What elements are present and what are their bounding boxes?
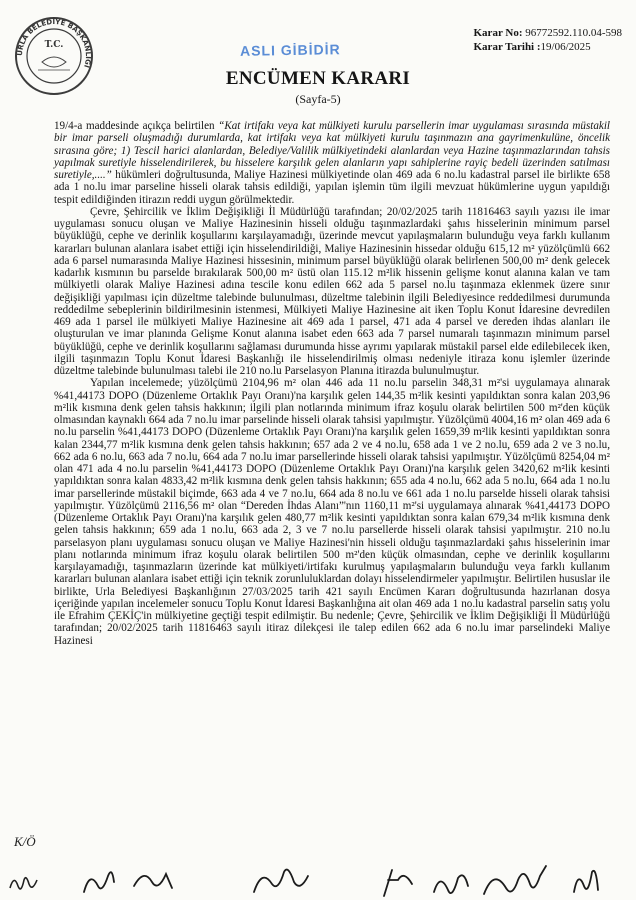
paragraph-p1: [54, 120, 610, 206]
signature-icon: [484, 866, 546, 894]
paragraph-segment: Yapılan incelemede; yüzölçümü 2104,96 m² olan 446 ada 11 no.lu parselin 348,31 m²'si uygulamaya alınarak %41,44173 DOPO (Düzenleme Ortaklık Payı Oranı)'na karşılık gelen 144,35 m²lik kesinti yapıldıktan sonra kalan 203,96 m²lik kısmına denk gelen tahsis hakkının; ilgili plan notlarında minimum ifraz koşulu olarak belirtilen 500 m²'den küçük olmasından kaynaklı 664 ada 7 no.lu imar parselinde hisseli olarak tahsisi yapılmıştır. Yüzölçümü 4004,16 m² olan 469 ada 6 no.lu parselin %41,44173 DOPO (Düzenleme Ortaklık Payı Oranı)'na karşılık gelen 1659,39 m²lik kesinti yapıldıktan sonra kalan 2344,77 m²lik kısmına denk gelen tahsis hakkının; 657 ada 2 ve 4 no.lu, 658 ada 1 ve 2 no.lu, 659 ada 2 ve 3 no.lu, 662 ada 6 no.lu, 663 ada 7 no.lu, 664 ada 7 no.lu imar parsellerinde hisseli olarak tahsisi yapılmıştır. Yüzölçümü 8254,04 m² olan 471 ada 4 no.lu parselin %41,44173 DOPO (Düzenleme Ortaklık Payı Oranı)'na karşılık gelen 3420,62 m²lik kesinti yapıldıktan sonra kalan 4833,42 m²lik kısmına denk gelen tahsis hakkının; 655 ada 4 no.lu, 662 ada 5 no.lu, 664 ada 1 no.lu imar parsellerinde müstakil biçimde, 663 ada 4 ve 7 no.lu, 664 ada 8 no.lu ve 661 ada 1 no.lu parselde hisseli olarak tahsisi yapılmıştır. Yüzölçümü 2116,56 m² olan “Dereden İhdas Alanı”'nın 1160,11 m²'si uygulamaya alınarak %41,44173 DOPO (Düzenleme Ortaklık Payı Oranı)'na karşılık gelen 480,77 m²lik kesinti yapıldıktan sonra kalan 679,34 m²lik kısmına denk gelen tahsis hakkının; 659 ada 1 no.lu, 663 ada 2, 3 ve 7 no.lu parsellerde hisseli olarak tahsisi yapılmıştır. 210 no.lu parselasyon planı uygulaması sonucu oluşan ve Maliye Hazinesi'nin hisseli olduğu taşınmazlardaki şahıs hisselerinin imar planı notlarında minimum ifraz koşulu olarak belirtilen 500 m²'den küçük olmasından, cephe ve derinlik koşullarını karşılayamadığı, taşınmazların üzerinde kat mülkiyeti/irtifakı kurulmuş yapılaşmaların bulunduğu veya farklı kullanım kararları bulunan alanlara isabet ettiği için teknik zorunluluklardan dolayı hisselendirmeler yapılmıştır. Belirtilen hususlar ile birlikte, Urla Belediyesi Başkanlığının 27/03/2025 tarih 421 sayılı Encümen Kararı doğrultusunda hazırlanan dosya içeriğinde yapılan incelemeler sonucu Toplu Konut İdaresi Başkanlığına ait olan 469 ada 1 no.lu kadastral parselin satış yolu ile Efrahim ÇEKİÇ'in mülkiyetine geçtiği tespit edilmiştir. Bu nedenle; Çevre, Şehircilik ve İklim Değişikliği İl Müdürlüğü tarafından; 20/02/2025 tarih 11816463 sayılı itiraz dilekçesi ile talep edilen 662 ada 6 no.lu imar parselindeki Maliye Hazinesi: [54, 377, 610, 647]
signature-icon: [134, 874, 172, 888]
paragraph-segment: hükümleri doğrultusunda, Maliye Hazinesi mülkiyetinde olan 469 ada 6 no.lu kadastral parsel ile birlikte 658 ada 1 no.lu imar parseline hisseli olarak tahsis edildiği, yapılan işlemin tüm ilgili mevzuat hükümlerine uygun yapıldığı tespit edildiğinden itirazın reddi uygun görülmektedir.: [54, 169, 610, 206]
signature-icon: [574, 871, 598, 892]
decision-number-value: 96772592.110.04-598: [525, 27, 622, 39]
signature-icon: [434, 875, 468, 893]
paragraph-segment: Çevre, Şehircilik ve İklim Değişikliği İl Müdürlüğü tarafından; 20/02/2025 tarih 11816463 sayılı yazısı ile imar uygulaması sonucu oluşan ve Maliye Hazinesinin hisseli olduğu taşınmazlardaki şahıs hisselerinin minimum parsel büyüklüğü, cephe ve derinlik koşullarını karşılayamadığı, üzerinde mevcut yapılaşmaların bulunduğu veya farklı kullanım kararları bulunan alanlara isabet ettiği için hisselendirildiği, Maliye Hazinesinin hissedar olduğu 615,12 m² yüzölçümlü 662 ada 6 parsel numarasında Maliye Hazinesi hissesinin, minimum parsel büyüklüğü olarak belirlenen 500,00 m² denk gelecek kadarlık kısmının bu parselde bırakılarak 500,00 m² üstü olan 115.12 m²lik hissenin gelişme konut alanına kalan ve tam mülkiyetli olarak Maliye Hazinesi adına tescile konu edilen 662 ada 5 parsel no.lu taşınmaza eklenmek üzere sınır değişikliği yapılması için düzeltme talebinde bulunulması, düzeltme talebinin ilgili Belediyesince reddedilmesi durumunda reddedilme sebeplerinin bildirilmesinin istenmesi, Mülkiyeti Maliye Hazinesine ait iken Toplu Konut İdaresine devredilen 469 ada 1 parsel ile mülkiyeti Maliye Hazinesine ait 469 ada 1 parsel, 471 ada 4 parsel ve dereden ihdas alanları ile oluşturulan ve imar planında Gelişme Konut alanına isabet eden 663 ada 7 parsel numaralı taşınmazın minimum parsel büyüklüğü, cephe ve derinlik koşullarını sağlaması durumunda hisse ayrımı yapılarak müstakil parsel elde edilebilecek iken, ilgili taşınmazın Toplu Konut İdaresi Başkanlığı ile hisselendirilmiş olması nedeniyle itiraza konu işlemler üzerinde düzeltme talebinde bulunulması talebi ile 210 no.lu Parselasyon Planına itirazda bulunulmuştur.: [54, 205, 610, 377]
decision-number-row: [474, 26, 623, 40]
document-title: ENCÜMEN KARARI: [225, 68, 411, 89]
signature-icon: [384, 870, 412, 896]
paragraph-p3: [54, 377, 610, 647]
signature-icon: [254, 870, 308, 892]
decision-meta: [474, 26, 623, 54]
document-body: [54, 120, 610, 647]
margin-signature-icon: [8, 866, 44, 894]
paragraph-segment: 19/4-a maddesinde açıkça belirtilen: [54, 120, 219, 132]
signature-icon: [84, 872, 114, 892]
decision-date-row: [474, 40, 623, 54]
seal-top-text: T.C.: [44, 40, 64, 50]
page-label: (Sayfa-5): [295, 92, 341, 106]
decision-date-label: Karar Tarihi :: [473, 41, 541, 53]
certified-copy-stamp: ASLI GİBİDİR: [239, 41, 341, 59]
paragraph-segment: “Kat irtifakı veya kat mülkiyeti kurulu parsellerin imar uygulaması sırasında müstakil bir imar parseli oluşmadığı durumlarda, kat irtifakı veya kat mülkiyeti kurulu taşınmazın ana gayrimenkulüne, öncelik sırasına göre; 1) Tescil harici alanlardan, Belediye/Valilik mülkiyetindeki alanlardan veya Hazine taşınmazlarından tahsis yapılmak suretiyle hisselendirilerek, bu hisselere karşılık gelen alanların yapı sahiplerine rayiç bedeli üzerinden satılması suretiyle,....”: [54, 120, 610, 181]
margin-initials: K/Ö: [14, 834, 36, 849]
paragraph-p2: [54, 206, 610, 378]
seal-ring-text: URLA BELEDİYE BAŞKANLIĞI: [15, 17, 93, 69]
decision-date-value: 19/06/2025: [540, 41, 591, 53]
signature-strip: [54, 862, 624, 898]
decision-number-label: Karar No:: [473, 27, 523, 39]
